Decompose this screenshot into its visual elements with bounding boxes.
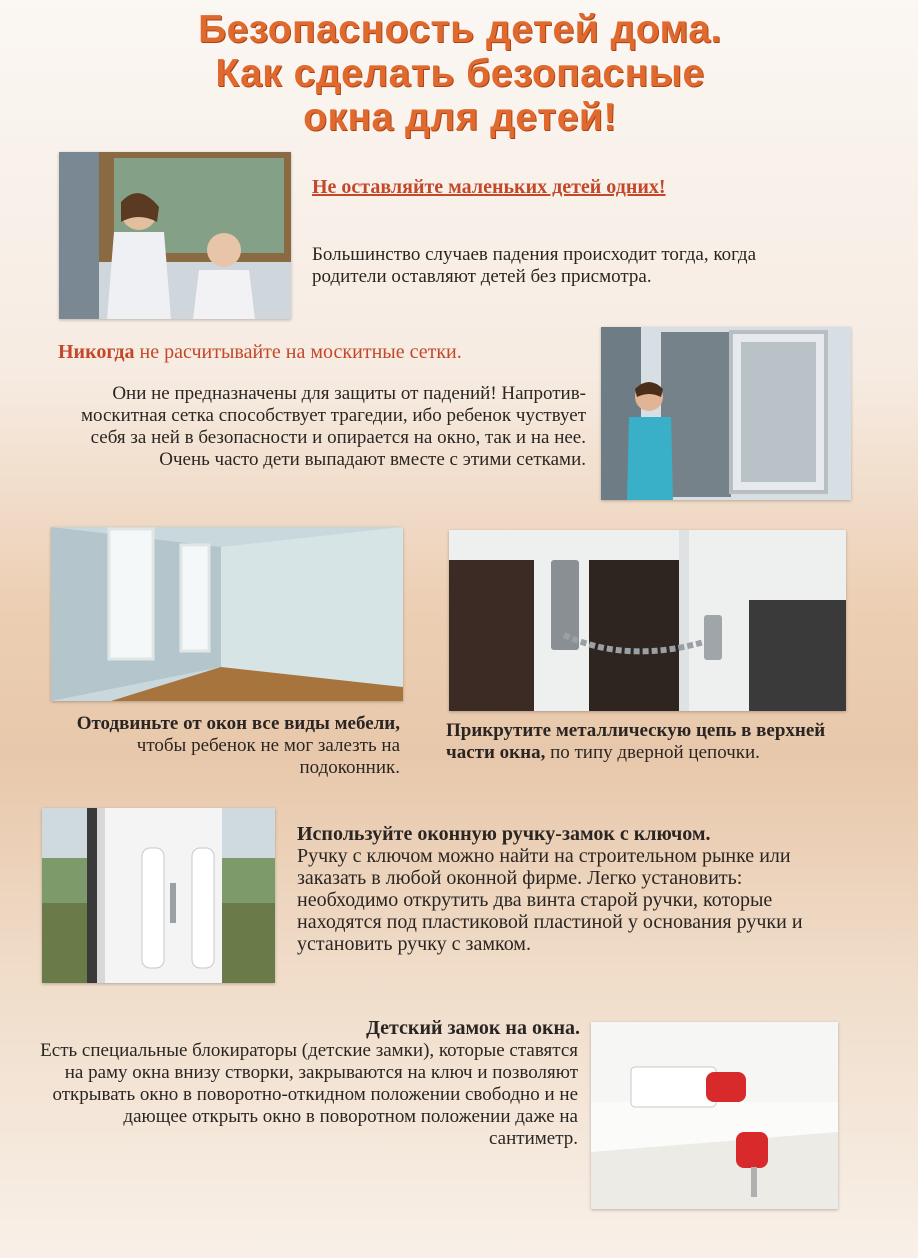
title-line-2: Как сделать безопасные: [215, 52, 705, 95]
photo-woman-mosquito-net: [601, 327, 851, 500]
section1-text: Большинство случаев падения происходит тогда, когда родители оставляют детей без присмотра.: [312, 244, 757, 287]
section1-heading: Не оставляйте маленьких детей одних!: [312, 176, 666, 198]
section3-rest: чтобы ребенок не мог залезть на подоконник.: [136, 735, 400, 778]
section4-bold: Прикрутите металлическую цепь в верхней части окна,: [446, 720, 826, 763]
poster-title: [60, 8, 860, 140]
photo-window-chain: [449, 530, 846, 711]
photo-children-at-window: [59, 152, 291, 319]
section2-heading-bold: Никогда: [58, 341, 135, 363]
section5-text: Ручку с ключом можно найти на строительном рынке или заказать в любой оконной фирме. Легко установить: необходимо открутить два винта старой ручки, которые находятся под пластиковой пластиной у основания ручки и установить ручку с замком.: [297, 845, 803, 955]
photo-window-handle-lock: [42, 808, 275, 983]
section2-heading-rest: не расчитывайте на москитные сетки.: [134, 341, 462, 363]
section2-heading: [58, 341, 598, 364]
section4-rest: по типу дверной цепочки.: [545, 742, 760, 763]
section3-text: [50, 713, 400, 779]
section3-bold: Отодвиньте от окон все виды мебели,: [76, 713, 400, 734]
section5-heading: Используйте оконную ручку-замок с ключом.: [297, 823, 711, 845]
photo-empty-room: [51, 527, 403, 701]
photo-child-window-lock: [591, 1022, 838, 1209]
title-line-3: окна для детей!: [303, 96, 617, 139]
section6-text: Есть специальные блокираторы (детские замки), которые ставятся на раму окна внизу створки, закрываются на ключ и позволяют открывать окно в поворотно-откидном положении свободно и не дающее открыть окно в поворотном положении даже на сантиметр.: [40, 1040, 578, 1149]
section2-text: Они не предназначены для защиты от падений! Напротив-москитная сетка способствует трагедии, ибо ребенок чуствует себя за ней в безопасности и опирается на окно, так и на нее. Очень часто дети выпадают вместе с этими сетками.: [80, 383, 586, 470]
title-line-1: Безопасность детей дома.: [198, 8, 722, 51]
section6-heading: Детский замок на окна.: [366, 1017, 580, 1039]
section4-text: [446, 720, 846, 764]
